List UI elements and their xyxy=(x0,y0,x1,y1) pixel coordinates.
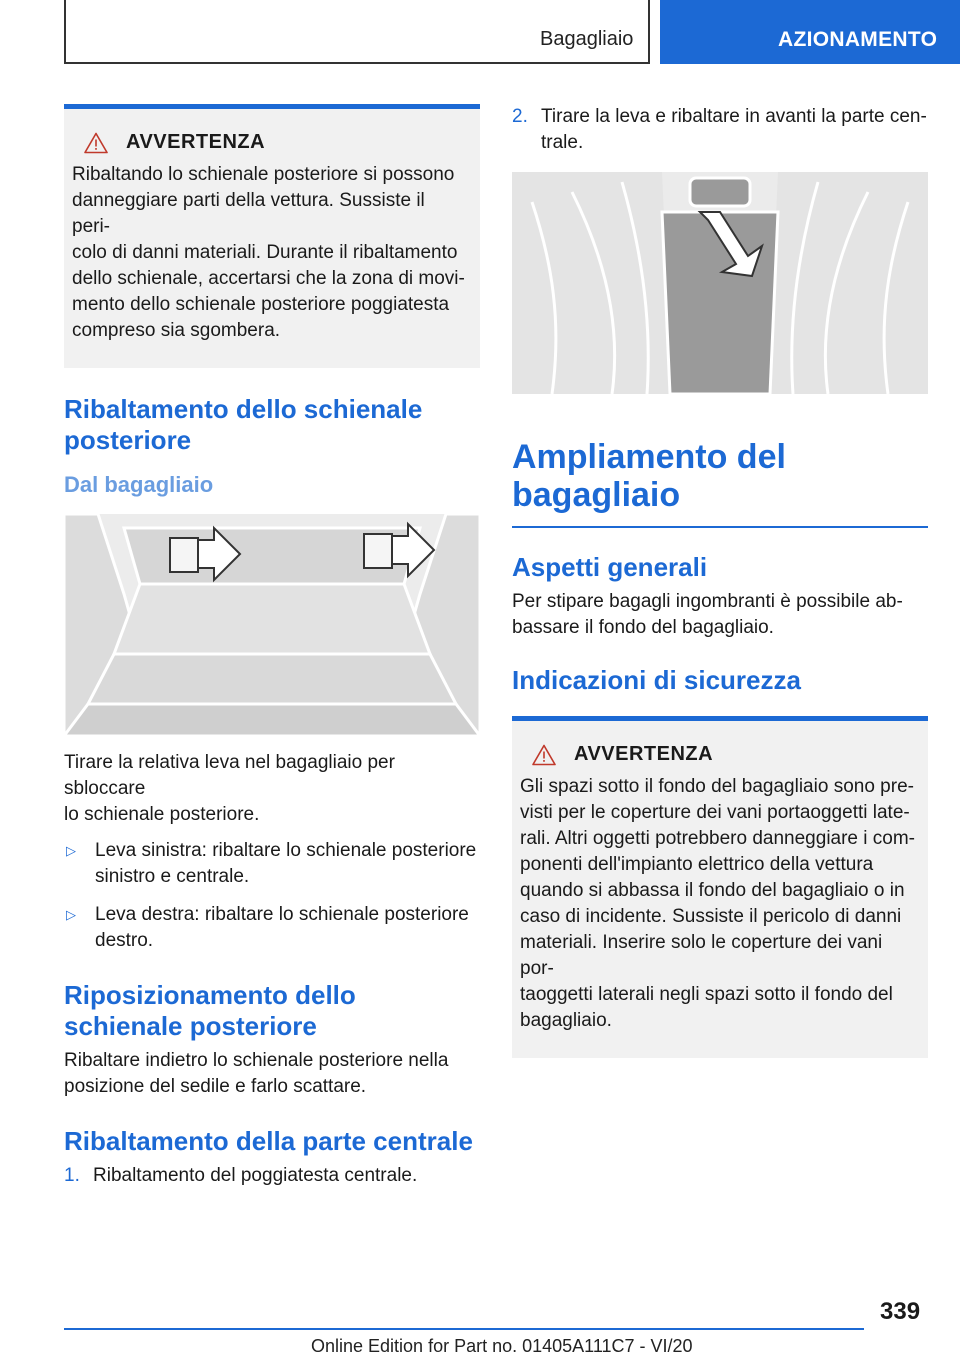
warning-line: Gli spazi sotto il fondo del bagagliaio sono pre- xyxy=(520,776,914,797)
list-item xyxy=(64,902,480,954)
step-number: 2. xyxy=(512,106,528,127)
text-line: bassare il fondo del bagagliaio. xyxy=(512,617,774,638)
warning-line: mento dello schienale posteriore poggiatesta xyxy=(72,294,450,315)
text-line: sinistro e centrale. xyxy=(95,866,250,887)
warning-line: visti per le coperture dei vani portaoggetti late- xyxy=(520,802,910,823)
footer-divider xyxy=(64,1328,864,1330)
center-backrest-illustration xyxy=(512,172,928,394)
warning-triangle-icon xyxy=(532,744,556,766)
reposition-text xyxy=(64,1048,480,1100)
list-item xyxy=(64,838,480,890)
header-chapter-tab: AZIONAMENTO xyxy=(660,0,960,64)
heading-line: Ampliamento del xyxy=(512,438,786,476)
subheading-from-trunk: Dal bagagliaio xyxy=(64,472,214,497)
trunk-release-levers-illustration xyxy=(64,514,480,736)
warning-triangle-icon xyxy=(84,132,108,154)
section-heading-safety: Indicazioni di sicurezza xyxy=(512,665,801,695)
warning-line: Ribaltando lo schienale posteriore si possono xyxy=(72,164,455,185)
warning-line: taoggetti laterali negli spazi sotto il fondo del xyxy=(520,984,893,1005)
warning-box xyxy=(512,716,928,1058)
text-line: Ribaltare indietro lo schienale posteriore nella xyxy=(64,1050,449,1071)
text-line: lo schienale posteriore. xyxy=(64,804,260,825)
heading-line: Riposizionamento dello xyxy=(64,980,356,1010)
heading-line: schienale posteriore xyxy=(64,1011,317,1041)
section-heading-center-fold: Ribaltamento della parte centrale xyxy=(64,1126,473,1156)
warning-line: quando si abbassa il fondo del bagagliaio o in xyxy=(520,880,905,901)
text-line: Leva destra: ribaltare lo schienale posteriore xyxy=(95,904,469,925)
warning-line: danneggiare parti della vettura. Sussiste il peri- xyxy=(72,190,425,237)
warning-header xyxy=(72,131,468,154)
warning-line: bagagliaio. xyxy=(520,1010,612,1031)
list-item-text xyxy=(95,838,476,890)
header-section-title: Bagagliaio xyxy=(540,28,634,50)
heading-line: Ribaltamento dello schienale xyxy=(64,394,423,424)
warning-line: ponenti dell'impianto elettrico della vettura xyxy=(520,854,874,875)
text-line: Per stipare bagagli ingombranti è possibile ab- xyxy=(512,591,903,612)
step-text: Ribaltamento del poggiatesta centrale. xyxy=(93,1165,418,1186)
step-text xyxy=(541,104,927,156)
warning-line: compreso sia sgombera. xyxy=(72,320,281,341)
center-fold-steps xyxy=(64,1163,480,1189)
warning-text xyxy=(72,162,468,344)
text-line: Leva sinistra: ribaltare lo schienale posteriore xyxy=(95,840,477,861)
text-line: destro. xyxy=(95,930,154,951)
list-item xyxy=(512,104,928,156)
text-line: Tirare la leva e ribaltare in avanti la parte cen- xyxy=(541,106,927,127)
list-item-text xyxy=(95,902,469,954)
footer-edition: Online Edition for Part no. 01405A111C7 - VI/20 xyxy=(311,1336,693,1356)
section-heading-general: Aspetti generali xyxy=(512,552,708,582)
trunk-intro-text xyxy=(64,750,480,828)
section-heading-fold-backrest xyxy=(64,394,480,456)
heading-line: bagagliaio xyxy=(512,476,681,514)
warning-line: caso di incidente. Sussiste il pericolo di danni xyxy=(520,906,902,927)
warning-text xyxy=(520,774,916,1034)
chapter-divider xyxy=(512,526,928,528)
warning-line: materiali. Inserire solo le coperture dei vani por- xyxy=(520,932,883,979)
triangle-bullet-icon: ▷ xyxy=(66,843,76,858)
heading-line: posteriore xyxy=(64,425,192,455)
text-line: posizione del sedile e farlo scattare. xyxy=(64,1076,367,1097)
chapter-heading xyxy=(512,438,928,514)
list-item xyxy=(64,1163,480,1189)
step-number: 1. xyxy=(64,1165,80,1186)
left-column xyxy=(64,104,480,1189)
warning-line: dello schienale, accertarsi che la zona di movi- xyxy=(72,268,465,289)
warning-box xyxy=(64,104,480,368)
lever-bullet-list xyxy=(64,838,480,954)
center-fold-steps-continued xyxy=(512,104,928,156)
section-heading-reposition xyxy=(64,980,480,1042)
warning-header xyxy=(520,743,916,766)
page-number: 339 xyxy=(880,1298,921,1325)
general-text xyxy=(512,589,928,641)
text-line: Tirare la relativa leva nel bagagliaio per sbloccare xyxy=(64,752,395,799)
warning-line: colo di danni materiali. Durante il ribaltamento xyxy=(72,242,458,263)
warning-line: rali. Altri oggetti potrebbero danneggiare i com- xyxy=(520,828,916,849)
warning-title: AVVERTENZA xyxy=(126,131,266,153)
triangle-bullet-icon: ▷ xyxy=(66,907,76,922)
right-column xyxy=(512,104,928,1058)
text-line: trale. xyxy=(541,132,584,153)
warning-title: AVVERTENZA xyxy=(574,743,714,765)
